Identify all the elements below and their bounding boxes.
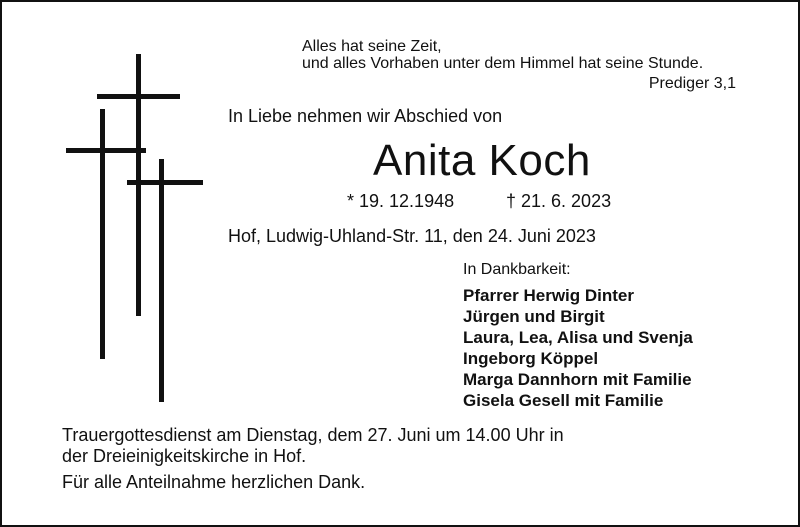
center-cross-beam bbox=[97, 94, 180, 99]
mourner: Gisela Gesell mit Familie bbox=[463, 391, 664, 410]
three-crosses-icon bbox=[62, 54, 212, 404]
service-line-1: Trauergottesdienst am Dienstag, dem 27. Juni um 14.00 Uhr in bbox=[62, 425, 564, 445]
quote-line-1: Alles hat seine Zeit, bbox=[302, 38, 442, 55]
service-line-2: der Dreieinigkeitskirche in Hof. bbox=[62, 446, 307, 466]
mourner: Laura, Lea, Alisa und Svenja bbox=[463, 328, 693, 347]
right-cross-beam bbox=[127, 180, 203, 185]
mourners-list bbox=[463, 285, 693, 411]
quote-source: Prediger 3,1 bbox=[648, 75, 736, 92]
right-cross-stem bbox=[159, 159, 164, 402]
birth-date: * 19. 12.1948 bbox=[347, 191, 455, 211]
left-cross-stem bbox=[100, 109, 105, 359]
mourner: Pfarrer Herwig Dinter bbox=[463, 286, 634, 305]
death-date: † 21. 6. 2023 bbox=[506, 191, 612, 211]
mourner: Jürgen und Birgit bbox=[463, 307, 605, 326]
gratitude-label: In Dankbarkeit: bbox=[463, 261, 571, 278]
left-cross-beam bbox=[66, 148, 146, 153]
bible-quote bbox=[302, 38, 703, 72]
intro-text: In Liebe nehmen wir Abschied von bbox=[228, 106, 503, 126]
place-and-date: Hof, Ludwig-Uhland-Str. 11, den 24. Juni 2023 bbox=[228, 226, 596, 246]
thanks-text: Für alle Anteilnahme herzlichen Dank. bbox=[62, 472, 366, 492]
quote-line-2: und alles Vorhaben unter dem Himmel hat seine Stunde. bbox=[302, 55, 704, 72]
mourner: Marga Dannhorn mit Familie bbox=[463, 370, 692, 389]
deceased-name: Anita Koch bbox=[373, 136, 591, 185]
mourner: Ingeborg Köppel bbox=[463, 349, 599, 368]
funeral-service-info bbox=[62, 425, 662, 467]
